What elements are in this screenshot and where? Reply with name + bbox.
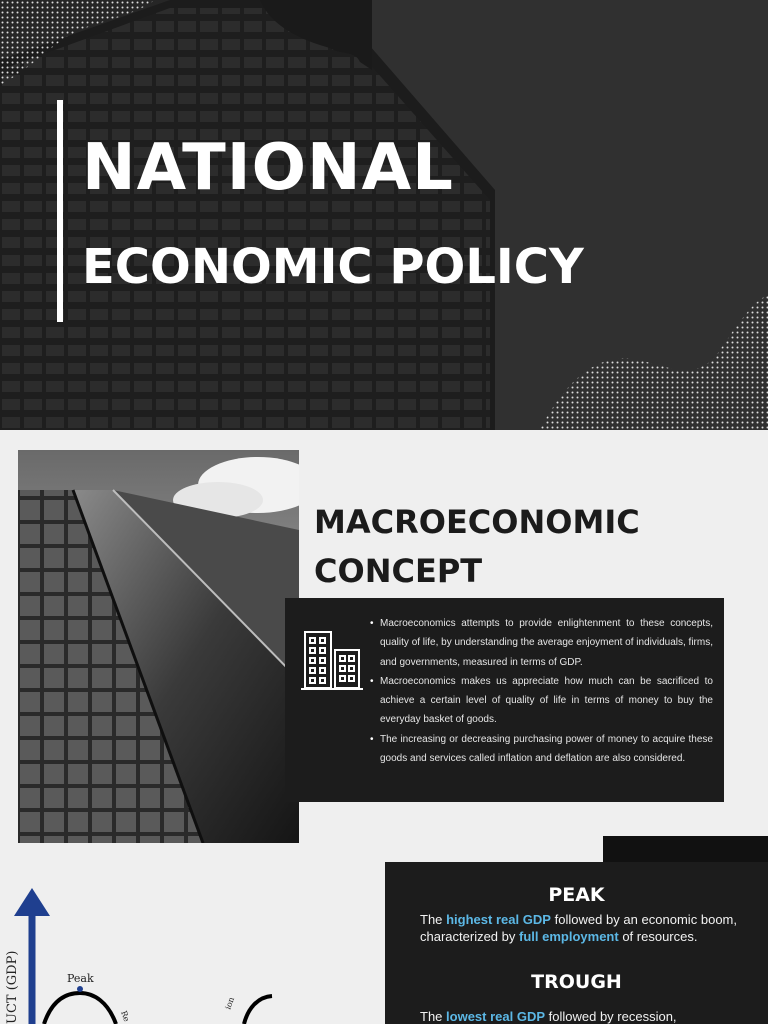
y-axis-label: UCT (GDP) [5, 950, 20, 1024]
concept-bullet-3: • The increasing or decreasing purchasing power of money to acquire these goods and services called inflation and deflation are also considered. [380, 730, 713, 769]
trough-heading: TROUGH [531, 971, 622, 993]
trough-description [420, 1008, 737, 1024]
section-title [314, 498, 754, 596]
skyscraper-illustration [18, 450, 299, 843]
hero-title-line-1: NATIONAL [82, 131, 454, 205]
hero-title-line-2: ECONOMIC POLICY [82, 239, 584, 295]
trough-text-2: followed by recession, [548, 1009, 677, 1024]
peak-text-2: followed by an economic boom, characterized by [420, 912, 737, 945]
peak-text-3: of resources. [622, 929, 698, 945]
y-axis-arrowhead [14, 888, 50, 916]
expansion-label: ion [223, 995, 237, 1011]
concept-bullet-list [380, 614, 713, 768]
peak-heading: PEAK [548, 884, 605, 906]
definitions-panel [385, 862, 768, 1024]
cycle-curve-peak [44, 993, 116, 1024]
section-title-line-2: CONCEPT [314, 552, 483, 590]
hero-accent-bar [57, 100, 63, 322]
recession-label: Re [119, 1009, 132, 1023]
peak-description [420, 911, 737, 946]
trough-highlight-1: lowest real GDP [446, 1009, 546, 1024]
section-title-line-1: MACROECONOMIC [314, 503, 640, 541]
building-icon [299, 628, 365, 692]
concept-card [285, 598, 724, 802]
concept-bullet-1: • Macroeconomics attempts to provide enlightenment to these concepts, quality of life, by understanding the average enjoyment of individuals, firms, and governments, measured in terms of GDP. [380, 614, 713, 672]
business-cycle-chart [0, 872, 300, 1024]
peak-highlight-2: full employment [519, 929, 619, 945]
hero-banner [0, 0, 768, 430]
peak-point [77, 986, 83, 992]
peak-label: Peak [67, 972, 94, 985]
peak-text-1: The [420, 912, 443, 927]
cycle-curve-rise [244, 996, 272, 1024]
peak-highlight-1: highest real GDP [446, 912, 551, 927]
concept-bullet-2: • Macroeconomics makes us appreciate how much can be sacrificed to achieve a certain level of quality of life in terms of money to buy the everyday basket of goods. [380, 672, 713, 730]
hero-background [0, 0, 768, 430]
skyscraper-photo [18, 450, 299, 843]
trough-text-1: The [420, 1009, 443, 1024]
